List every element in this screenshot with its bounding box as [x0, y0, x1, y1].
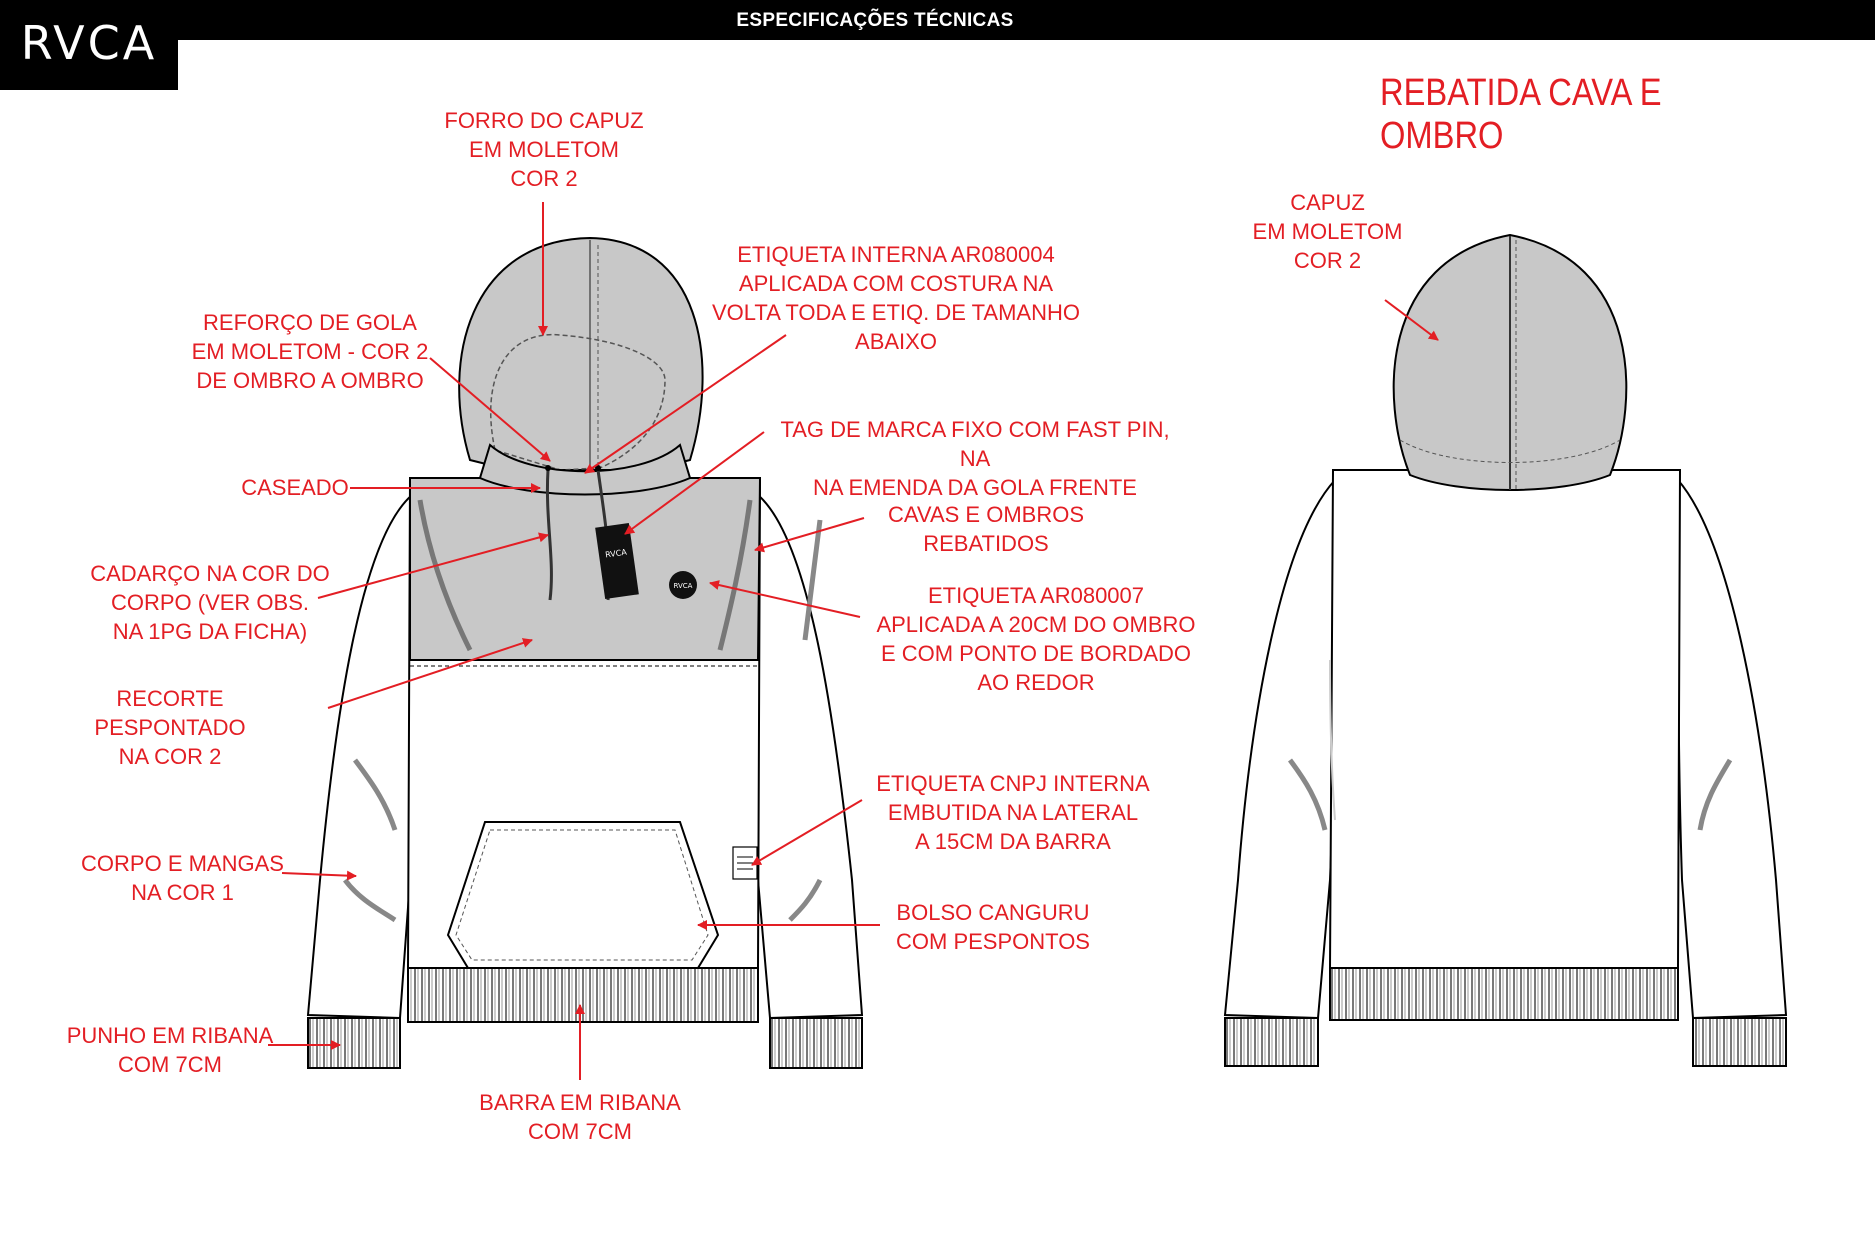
back-hem-band — [1330, 968, 1678, 1020]
label-capuz-costas: CAPUZ EM MOLETOM COR 2 — [1252, 190, 1403, 273]
back-view — [1225, 235, 1786, 1066]
label-barra: BARRA EM RIBANA COM 7CM — [479, 1090, 681, 1144]
chest-patch — [669, 571, 697, 599]
hang-tag-text: RVCA — [604, 547, 628, 560]
front-hem-band — [408, 968, 758, 1022]
back-left-cuff — [1225, 1018, 1318, 1066]
label-cavas: CAVAS E OMBROS REBATIDOS — [887, 502, 1084, 556]
label-tag-marca: TAG DE MARCA FIXO COM FAST PIN, NA NA EMENDA DA GOLA FRENTE — [780, 417, 1170, 500]
back-body — [1330, 470, 1680, 968]
kangaroo-pocket — [448, 822, 718, 968]
label-etiqueta-interna: ETIQUETA INTERNA AR080004 APLICADA COM COSTURA NA VOLTA TODA E ETIQ. DE TAMANHO ABAIXO — [712, 242, 1080, 354]
back-right-cuff — [1693, 1018, 1786, 1066]
label-forro-capuz: FORRO DO CAPUZ EM MOLETOM COR 2 — [444, 108, 644, 191]
brand-logo-text: RVCA — [20, 16, 158, 70]
label-cadarco: CADARÇO NA COR DO CORPO (VER OBS. NA 1PG DA FICHA) — [90, 561, 330, 644]
label-recorte: RECORTE PESPONTADO NA COR 2 — [94, 686, 246, 769]
chest-patch-text: RVCA — [673, 582, 693, 590]
label-etiqueta-ar080007: ETIQUETA AR080007 APLICADA A 20CM DO OMBRO E COM PONTO DE BORDADO AO REDOR — [876, 583, 1196, 695]
label-punho: PUNHO EM RIBANA COM 7CM — [66, 1023, 274, 1077]
label-corpo-mangas: CORPO E MANGAS NA COR 1 — [81, 851, 284, 905]
label-bolso: BOLSO CANGURU COM PESPONTOS — [896, 900, 1090, 954]
label-etiqueta-cnpj: ETIQUETA CNPJ INTERNA EMBUTIDA NA LATERAL A 15CM DA BARRA — [876, 771, 1150, 854]
label-caseado: CASEADO — [241, 475, 349, 500]
sheet-title: REBATIDA CAVA E OMBRO — [1380, 72, 1662, 157]
back-left-sleeve — [1225, 480, 1336, 1018]
front-left-cuff — [308, 1018, 400, 1068]
front-right-sleeve — [756, 495, 862, 1018]
label-reforco-gola: REFORÇO DE GOLA EM MOLETOM - COR 2 DE OMBRO A OMBRO — [191, 310, 429, 393]
page-title: ESPECIFICAÇÕES TÉCNICAS — [736, 10, 1014, 31]
back-right-sleeve — [1678, 480, 1786, 1018]
front-right-cuff — [770, 1018, 862, 1068]
